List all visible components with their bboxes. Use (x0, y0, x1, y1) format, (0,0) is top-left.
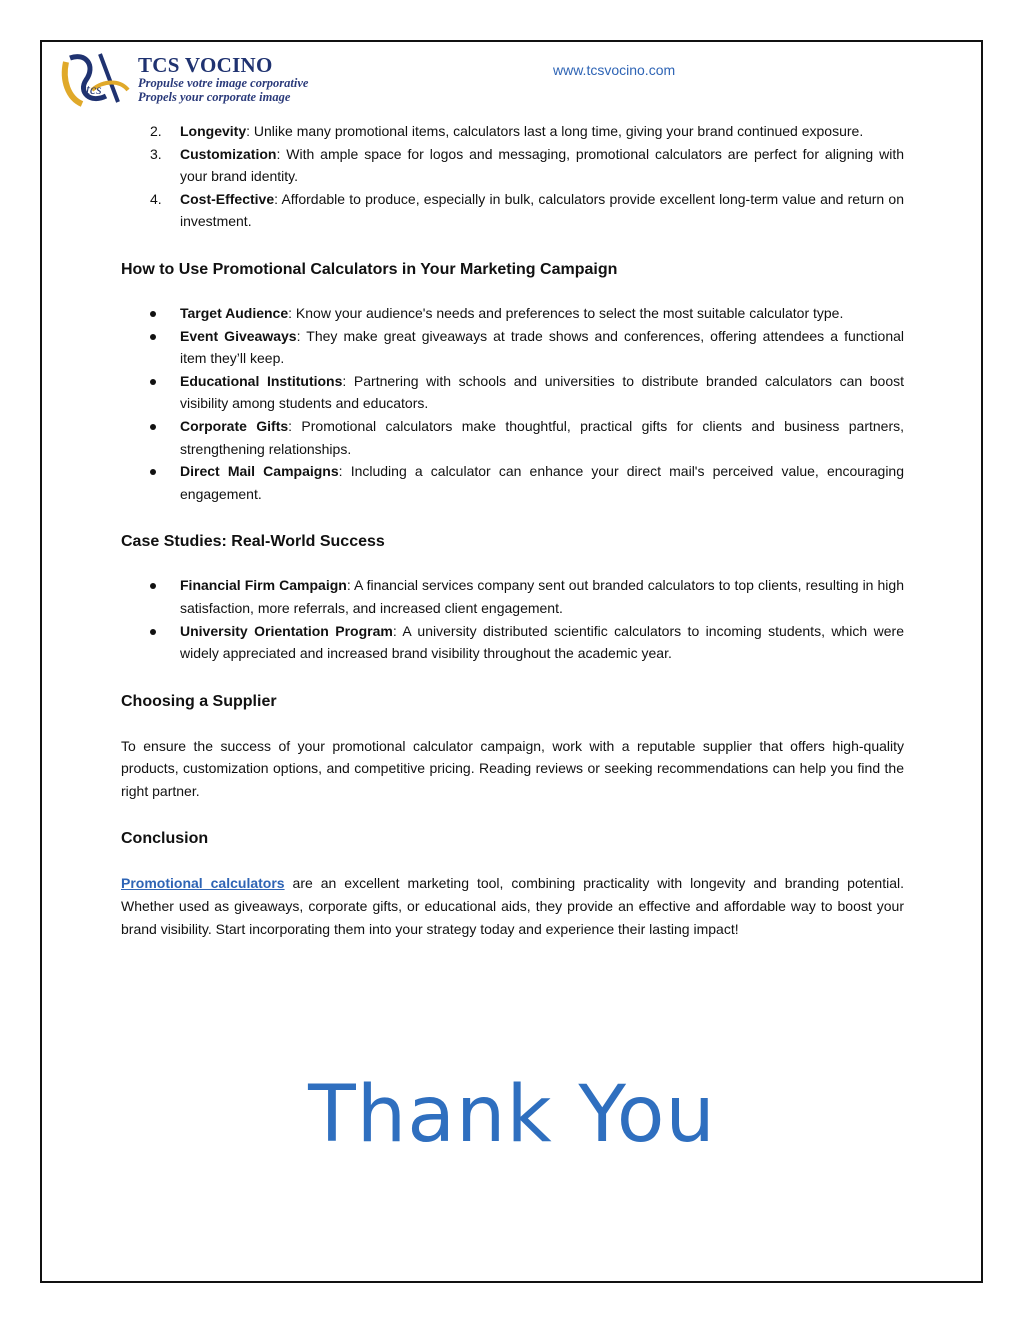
bullet-icon (150, 424, 156, 430)
tcs-logo-icon (56, 50, 132, 110)
list-item: 3. Customization: With ample space for logos and messaging, promotional calculators are perfect for aligning with your brand identity. (150, 145, 904, 185)
list-item: University Orientation Program: A university distributed scientific calculators to incoming students, which were widely appreciated and increased brand visibility throughout the academic year. (121, 620, 904, 665)
brand-block (138, 54, 308, 104)
list-item: Educational Institutions: Partnering with schools and universities to distribute branded calculators can boost visibility among students and educators. (121, 370, 904, 415)
promotional-calculators-link[interactable]: Promotional calculators (121, 875, 285, 892)
list-item: Event Giveaways: They make great giveaways at trade shows and conferences, offering attendees a functional item they’ll keep. (121, 325, 904, 370)
website-link[interactable]: www.tcsvocino.com (553, 62, 676, 78)
bullet-icon (150, 334, 156, 340)
heading-case-studies: Case Studies: Real-World Success (121, 533, 385, 551)
tagline-english: Propels your corporate image (138, 90, 291, 104)
heading-choosing-supplier: Choosing a Supplier (121, 692, 277, 710)
bullet-icon (150, 629, 156, 635)
use-list (121, 302, 904, 505)
list-item: 4. Cost-Effective: Affordable to produce, especially in bulk, calculators provide excellent long-term value and return on investment. (150, 190, 904, 230)
svg-text:tcs: tcs (86, 83, 102, 98)
list-item: Financial Firm Campaign: A financial services company sent out branded calculators to top clients, resulting in high satisfaction, more referrals, and increased client engagement. (121, 574, 904, 619)
list-item: Corporate Gifts: Promotional calculators make thoughtful, practical gifts for clients and business partners, strengthening relationships. (121, 415, 904, 460)
supplier-paragraph: To ensure the success of your promotional calculator campaign, work with a reputable supplier that offers high-quality products, customization options, and competitive pricing. Reading reviews or seeking recommendations can help you find the right partner. (121, 737, 904, 799)
bullet-icon (150, 379, 156, 385)
thank-you-title: Thank You (308, 1070, 716, 1160)
bullet-icon (150, 311, 156, 317)
document-body (121, 120, 904, 940)
bullet-icon (150, 469, 156, 475)
case-list (121, 574, 904, 664)
heading-conclusion: Conclusion (121, 830, 209, 848)
heading-how-to-use: How to Use Promotional Calculators in Your Marketing Campaign (121, 260, 618, 278)
brand-name: TCS VOCINO (138, 53, 273, 77)
bullet-icon (150, 583, 156, 589)
list-item: 2. Longevity: Unlike many promotional items, calculators last a long time, giving your brand continued exposure. (150, 123, 864, 139)
conclusion-paragraph: Promotional calculators are an excellent marketing tool, combining practicality with longevity and branding potential. Whether used as giveaways, corporate gifts, or educational aids, they provide an effective and affordable way to boost your brand visibility. Start incorporating them into your strategy today and experience their lasting impact! (121, 875, 905, 937)
list-item: Target Audience: Know your audience's needs and preferences to select the most suitable calculator type. (121, 302, 904, 325)
tagline-french: Propulse votre image corporative (138, 76, 309, 90)
list-item: Direct Mail Campaigns: Including a calculator can enhance your direct mail's perceived value, encouraging engagement. (121, 460, 904, 505)
benefits-list (121, 120, 904, 233)
company-logo (56, 50, 356, 110)
